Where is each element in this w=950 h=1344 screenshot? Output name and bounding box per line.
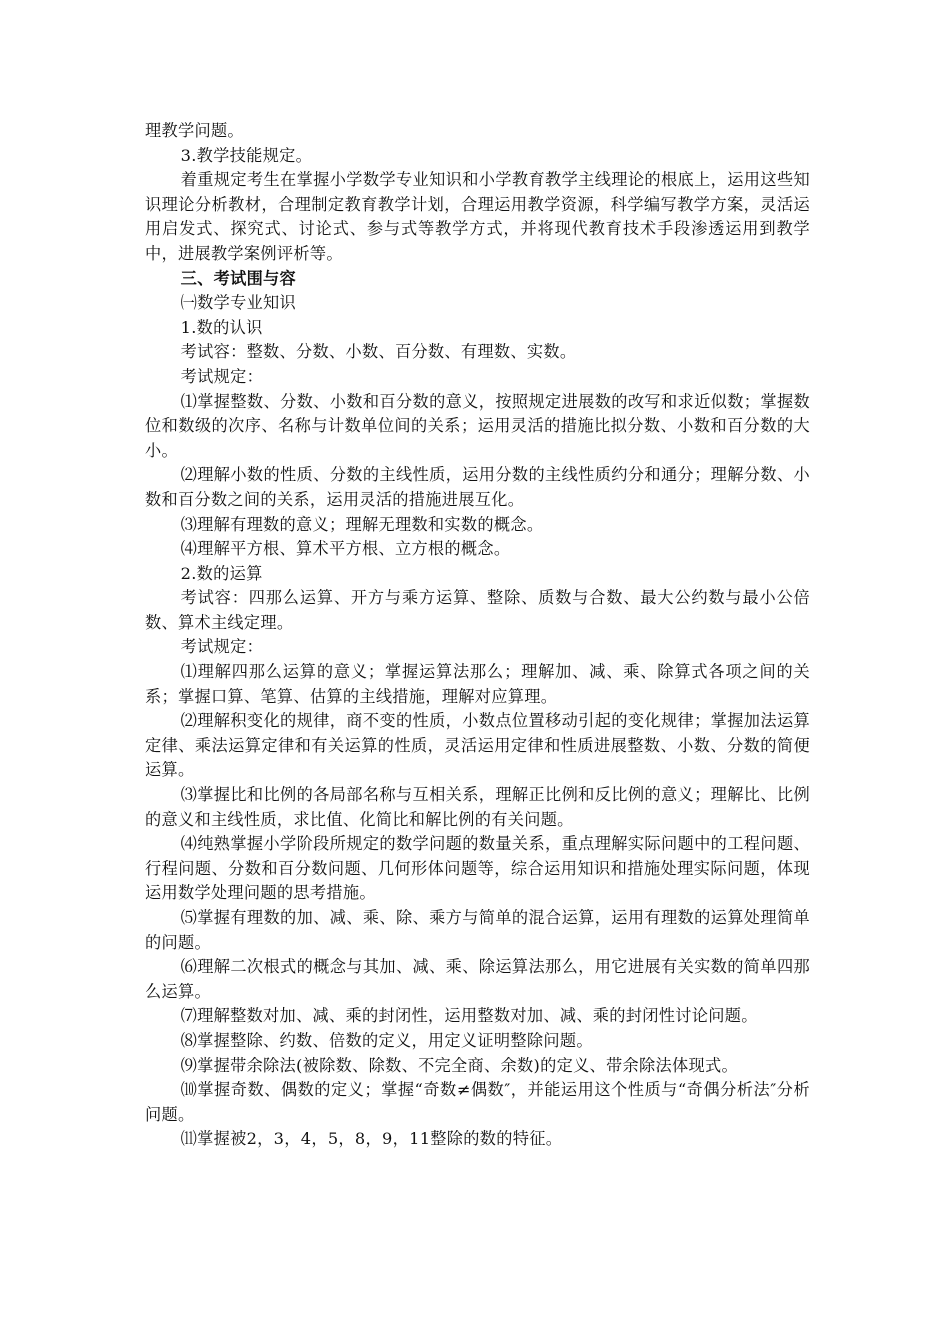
paragraph: 考试规定： bbox=[180, 637, 264, 657]
paragraph: 考试容：整数、分数、小数、百分数、有理数、实数。 bbox=[180, 342, 577, 362]
paragraph: ⑷理解平方根、算术平方根、立方根的概念。 bbox=[180, 539, 511, 559]
paragraph: ⑵理解小数的性质、分数的主线性质，运用分数的主线性质约分和通分；理解分数、小数和百分数之间的关系，运用灵活的措施进展互化。 bbox=[145, 465, 810, 509]
paragraph: 理教学问题。 bbox=[145, 121, 244, 140]
paragraph: ⑽掌握奇数、偶数的定义；掌握“奇数≠偶数″，并能运用这个性质与“奇偶分析法″分析问题。 bbox=[145, 1080, 810, 1124]
paragraph: ⑼掌握带余除法(被除数、除数、不完全商、余数)的定义、带余除法体现式。 bbox=[180, 1055, 738, 1075]
paragraph: 考试容：四那么运算、开方与乘方运算、整除、质数与合数、最大公约数与最小公倍数、算术主线定理。 bbox=[145, 588, 810, 632]
paragraph: ⑺理解整数对加、减、乘的封闭性，运用整数对加、减、乘的封闭性讨论问题。 bbox=[180, 1006, 758, 1026]
paragraph: 着重规定考生在掌握小学数学专业知识和小学教育教学主线理论的根底上，运用这些知识理论分析教材，合理制定教育教学计划，合理运用教学资源，科学编写教学方案，灵活运用启发式、探究式、讨论式、参与式等教学方式，并将现代教育技术手段渗透运用到教学中，进展教学案例评析等。 bbox=[145, 170, 810, 263]
paragraph: ⑴掌握整数、分数、小数和百分数的意义，按照规定进展数的改写和求近似数；掌握数位和数级的次序、名称与计数单位间的关系；运用灵活的措施比拟分数、小数和百分数的大小。 bbox=[145, 391, 810, 460]
paragraph: ㈠数学专业知识 bbox=[180, 293, 297, 313]
paragraph: 1.数的认识 bbox=[180, 317, 263, 337]
section-heading: 三、考试围与容 bbox=[180, 268, 297, 288]
paragraph: ⑵理解积变化的规律，商不变的性质，小数点位置移动引起的变化规律；掌握加法运算定律、乘法运算定律和有关运算的性质，灵活运用定律和性质进展整数、小数、分数的简便运算。 bbox=[145, 711, 810, 780]
paragraph: ⑹理解二次根式的概念与其加、减、乘、除运算法那么，用它进展有关实数的简单四那么运算。 bbox=[145, 957, 810, 1001]
paragraph: 2.数的运算 bbox=[180, 563, 263, 583]
paragraph: ⑷纯熟掌握小学阶段所规定的数学问题的数量关系，重点理解实际问题中的工程问题、行程问题、分数和百分数问题、几何形体问题等，综合运用知识和措施处理实际问题，体现运用数学处理问题的思考措施。 bbox=[145, 834, 810, 903]
document-page bbox=[145, 119, 810, 1152]
paragraph: ⑸掌握有理数的加、减、乘、除、乘方与简单的混合运算，运用有理数的运算处理简单的问题。 bbox=[145, 908, 810, 952]
paragraph: ⑶理解有理数的意义；理解无理数和实数的概念。 bbox=[180, 514, 544, 534]
paragraph: ⑶掌握比和比例的各局部名称与互相关系，理解正比例和反比例的意义；理解比、比例的意义和主线性质，求比值、化简比和解比例的有关问题。 bbox=[145, 785, 810, 829]
paragraph: ⑻掌握整除、约数、倍数的定义，用定义证明整除问题。 bbox=[180, 1030, 593, 1050]
paragraph: 考试规定： bbox=[180, 366, 264, 386]
paragraph: ⑴理解四那么运算的意义；掌握运算法那么；理解加、减、乘、除算式各项之间的关系；掌握口算、笔算、估算的主线措施，理解对应算理。 bbox=[145, 662, 810, 706]
paragraph: ⑾掌握被2，3，4，5，8，9，11整除的数的特征。 bbox=[180, 1129, 563, 1149]
paragraph: 3.教学技能规定。 bbox=[180, 145, 313, 165]
